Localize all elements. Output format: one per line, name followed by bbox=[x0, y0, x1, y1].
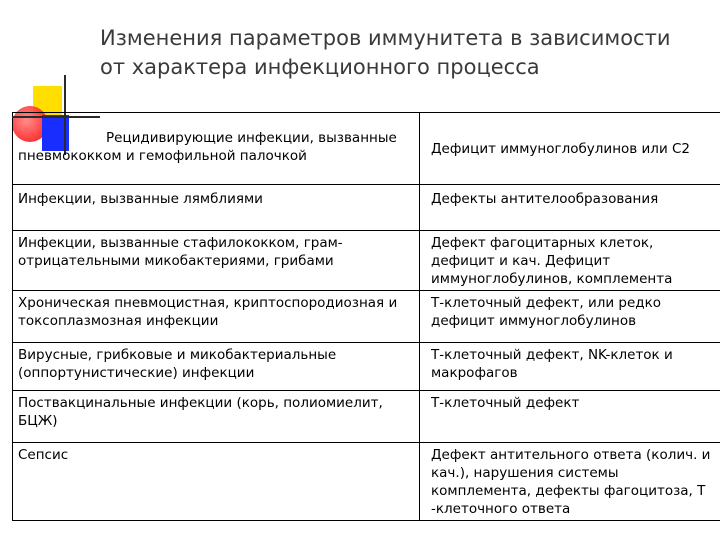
table-row bbox=[13, 443, 720, 521]
table-row bbox=[13, 391, 720, 443]
defect-cell: Т-клеточный дефект bbox=[420, 391, 720, 443]
immunity-table bbox=[12, 112, 720, 521]
infection-cell: Инфекции, вызванные стафилококком, грам-отрицательными микобактериями, грибами bbox=[13, 231, 420, 291]
infection-cell: Сепсис bbox=[13, 443, 420, 521]
defect-cell: Дефект фагоцитарных клеток, дефицит и кач. Дефицит иммуноглобулинов, комплемента bbox=[420, 231, 720, 291]
infection-cell: Вирусные, грибковые и микобактериальные (оппортунистические) инфекции bbox=[13, 343, 420, 391]
defect-cell: Т-клеточный дефект, NK-клеток и макрофагов bbox=[420, 343, 720, 391]
table-row bbox=[13, 291, 720, 343]
table-row bbox=[13, 113, 720, 185]
infection-cell: Рецидивирующие инфекции, вызванные пневмококком и гемофильной палочкой bbox=[13, 113, 420, 185]
defect-cell: Дефект антительного ответа (колич. и кач.), нарушения системы комплемента, дефекты фагоцитоза, Т -клеточного ответа bbox=[420, 443, 720, 521]
defect-cell: Дефекты антителообразования bbox=[420, 185, 720, 231]
infection-cell: Поствакцинальные инфекции (корь, полиомиелит, БЦЖ) bbox=[13, 391, 420, 443]
table-row bbox=[13, 343, 720, 391]
table-row bbox=[13, 185, 720, 231]
slide-title: Изменения параметров иммунитета в зависимости от характера инфекционного процесса bbox=[100, 26, 671, 79]
infection-cell: Инфекции, вызванные лямблиями bbox=[13, 185, 420, 231]
defect-cell: Т-клеточный дефект, или редко дефицит иммуноглобулинов bbox=[420, 291, 720, 343]
defect-cell: Дефицит иммуноглобулинов или С2 bbox=[420, 113, 720, 185]
decor-horizontal-line bbox=[12, 116, 100, 118]
table-row bbox=[13, 231, 720, 291]
infection-cell: Хроническая пневмоцистная, криптоспородиозная и токсоплазмозная инфекции bbox=[13, 291, 420, 343]
